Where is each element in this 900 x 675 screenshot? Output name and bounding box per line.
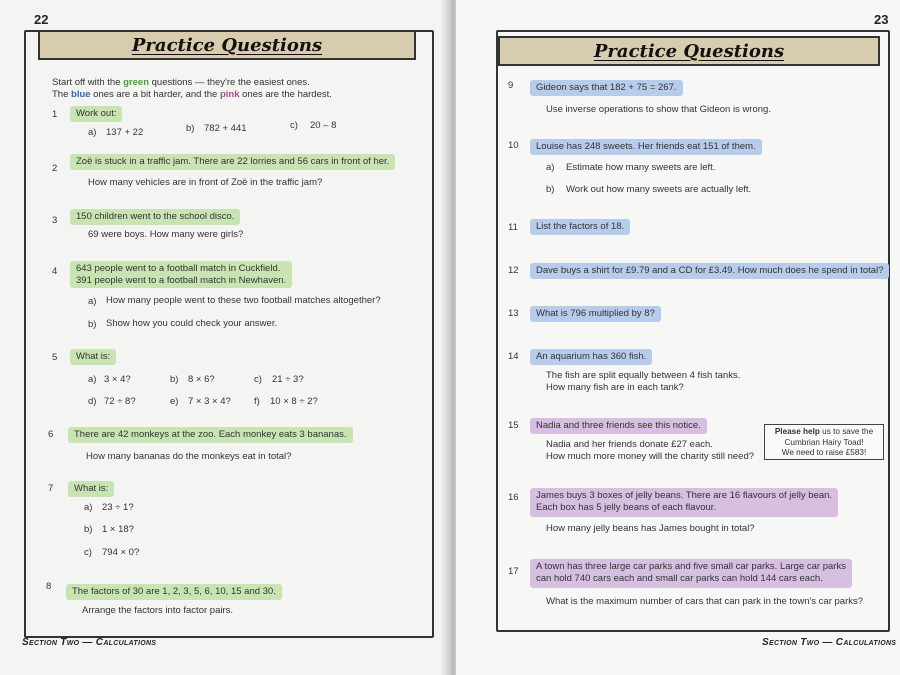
question-number: 6 bbox=[48, 429, 54, 440]
left-page-title: Practice Questions bbox=[131, 34, 323, 56]
question-number: 10 bbox=[508, 140, 519, 151]
question-subtext: 69 were boys. How many were girls? bbox=[88, 229, 244, 240]
question-number: 17 bbox=[508, 566, 519, 577]
right-page bbox=[456, 0, 900, 675]
part-text: Show how you could check your answer. bbox=[106, 318, 278, 329]
part-label: a) bbox=[84, 502, 93, 513]
question-prompt: Nadia and three friends see this notice. bbox=[530, 418, 707, 434]
part-label: b) bbox=[186, 123, 195, 134]
question-subtext: Use inverse operations to show that Gideon is wrong. bbox=[546, 104, 771, 115]
intro-text bbox=[52, 77, 392, 101]
question-subtext: How much more money will the charity still need? bbox=[546, 451, 755, 462]
part-label: c) bbox=[84, 547, 92, 558]
question-prompt: The factors of 30 are 1, 2, 3, 5, 6, 10, 15 and 30. bbox=[66, 584, 282, 600]
part-expression: 8 × 6? bbox=[188, 374, 215, 385]
left-title-bar bbox=[38, 30, 416, 60]
part-expression: 782 + 441 bbox=[204, 123, 247, 134]
question-prompt: What is 796 multiplied by 8? bbox=[530, 306, 661, 322]
notice-line bbox=[765, 427, 883, 438]
right-footer: Section Two — Calculations bbox=[762, 637, 897, 648]
prompt-line: 391 people went to a football match in Newhaven. bbox=[76, 275, 287, 286]
question-prompt: List the factors of 18. bbox=[530, 219, 630, 235]
question-number: 14 bbox=[508, 351, 519, 362]
question-subtext: Nadia and her friends donate £27 each. bbox=[546, 439, 713, 450]
question-subtext: How many jelly beans has James bought in total? bbox=[546, 523, 755, 534]
question-prompt bbox=[530, 488, 838, 517]
question-prompt bbox=[70, 261, 292, 288]
left-footer: Section Two — Calculations bbox=[22, 637, 157, 648]
part-expression: 137 + 22 bbox=[106, 127, 144, 138]
prompt-line: 643 people went to a football match in Cuckfield. bbox=[76, 263, 281, 274]
question-prompt: 150 children went to the school disco. bbox=[70, 209, 240, 225]
question-number: 3 bbox=[52, 215, 58, 226]
page-number-right: 23 bbox=[874, 12, 889, 27]
part-expression: 1 × 18? bbox=[102, 524, 134, 535]
question-number: 2 bbox=[52, 163, 58, 174]
question-prompt: An aquarium has 360 fish. bbox=[530, 349, 652, 365]
question-number: 16 bbox=[508, 492, 519, 503]
question-prompt: Zoë is stuck in a traffic jam. There are 22 lorries and 56 cars in front of her. bbox=[70, 154, 395, 170]
intro-green-word: green bbox=[123, 77, 149, 88]
question-prompt: Dave buys a shirt for £9.79 and a CD for £3.49. How much does he spend in total? bbox=[530, 263, 889, 279]
intro-part: questions — they're the easiest ones. bbox=[149, 77, 310, 88]
part-expression: 72 ÷ 8? bbox=[104, 396, 136, 407]
question-number: 4 bbox=[52, 266, 58, 277]
part-expression: 794 × 0? bbox=[102, 547, 140, 558]
question-number: 12 bbox=[508, 265, 519, 276]
notice-bold-text: Please help bbox=[774, 427, 820, 436]
question-subtext: What is the maximum number of cars that can park in the town's car parks? bbox=[546, 596, 864, 607]
intro-part: ones are a bit harder, and the bbox=[90, 89, 220, 100]
question-number: 8 bbox=[46, 581, 52, 592]
part-label: b) bbox=[88, 319, 97, 330]
part-label: b) bbox=[546, 184, 555, 195]
notice-text: us to save the bbox=[819, 427, 874, 436]
part-label: c) bbox=[290, 120, 298, 131]
part-expression: 10 × 8 ÷ 2? bbox=[270, 396, 318, 407]
part-label: b) bbox=[170, 374, 179, 385]
part-label: c) bbox=[254, 374, 262, 385]
prompt-line: can hold 740 cars each and small car parks can hold 144 cars each. bbox=[536, 573, 823, 584]
intro-part: The bbox=[52, 89, 72, 100]
question-subtext: How many bananas do the monkeys eat in total? bbox=[86, 451, 292, 462]
notice-line: We need to raise £583! bbox=[781, 448, 867, 457]
question-number: 7 bbox=[48, 483, 54, 494]
question-prompt: What is: bbox=[68, 481, 114, 497]
question-prompt: Gideon says that 182 + 75 = 267. bbox=[530, 80, 683, 96]
part-label: e) bbox=[170, 396, 179, 407]
question-subtext: How many vehicles are in front of Zoë in the traffic jam? bbox=[88, 177, 323, 188]
prompt-line: James buys 3 boxes of jelly beans. There are 16 flavours of jelly bean. bbox=[536, 490, 833, 501]
question-number: 9 bbox=[508, 80, 514, 91]
part-expression: 20 – 8 bbox=[310, 120, 337, 131]
question-subtext: How many fish are in each tank? bbox=[546, 382, 684, 393]
intro-part: Start off with the bbox=[52, 77, 124, 88]
part-text: Estimate how many sweets are left. bbox=[566, 162, 716, 173]
intro-blue-word: blue bbox=[71, 89, 91, 100]
question-number: 15 bbox=[508, 420, 519, 431]
right-page-title: Practice Questions bbox=[593, 40, 785, 62]
part-label: f) bbox=[254, 396, 260, 407]
intro-part: ones are the hardest. bbox=[239, 89, 332, 100]
question-number: 1 bbox=[52, 109, 58, 120]
question-number: 11 bbox=[508, 222, 518, 233]
right-title-bar bbox=[498, 36, 880, 66]
part-expression: 7 × 3 × 4? bbox=[188, 396, 231, 407]
part-label: a) bbox=[88, 374, 97, 385]
prompt-line: A town has three large car parks and five small car parks. Large car parks bbox=[536, 561, 846, 572]
question-prompt: Work out: bbox=[70, 106, 122, 122]
part-label: a) bbox=[546, 162, 555, 173]
part-label: a) bbox=[88, 296, 97, 307]
charity-notice bbox=[764, 424, 884, 460]
question-number: 5 bbox=[52, 352, 58, 363]
notice-line: Cumbrian Hairy Toad! bbox=[784, 437, 864, 447]
question-subtext: Arrange the factors into factor pairs. bbox=[82, 605, 234, 616]
question-prompt: There are 42 monkeys at the zoo. Each monkey eats 3 bananas. bbox=[68, 427, 353, 443]
question-prompt bbox=[530, 559, 852, 588]
prompt-line: Each box has 5 jelly beans of each flavour. bbox=[536, 502, 717, 513]
question-prompt: Louise has 248 sweets. Her friends eat 151 of them. bbox=[530, 139, 762, 155]
page-number-left: 22 bbox=[34, 12, 49, 27]
part-label: d) bbox=[88, 396, 97, 407]
part-expression: 3 × 4? bbox=[104, 374, 131, 385]
part-text: How many people went to these two football matches altogether? bbox=[106, 295, 381, 306]
intro-pink-word: pink bbox=[219, 89, 240, 100]
part-text: Work out how many sweets are actually left. bbox=[566, 184, 752, 195]
question-prompt: What is: bbox=[70, 349, 116, 365]
part-label: a) bbox=[88, 127, 97, 138]
part-expression: 23 ÷ 1? bbox=[102, 502, 134, 513]
question-number: 13 bbox=[508, 308, 519, 319]
part-label: b) bbox=[84, 524, 93, 535]
part-expression: 21 ÷ 3? bbox=[272, 374, 304, 385]
right-page-frame bbox=[496, 30, 890, 632]
question-subtext: The fish are split equally between 4 fish tanks. bbox=[546, 370, 741, 381]
